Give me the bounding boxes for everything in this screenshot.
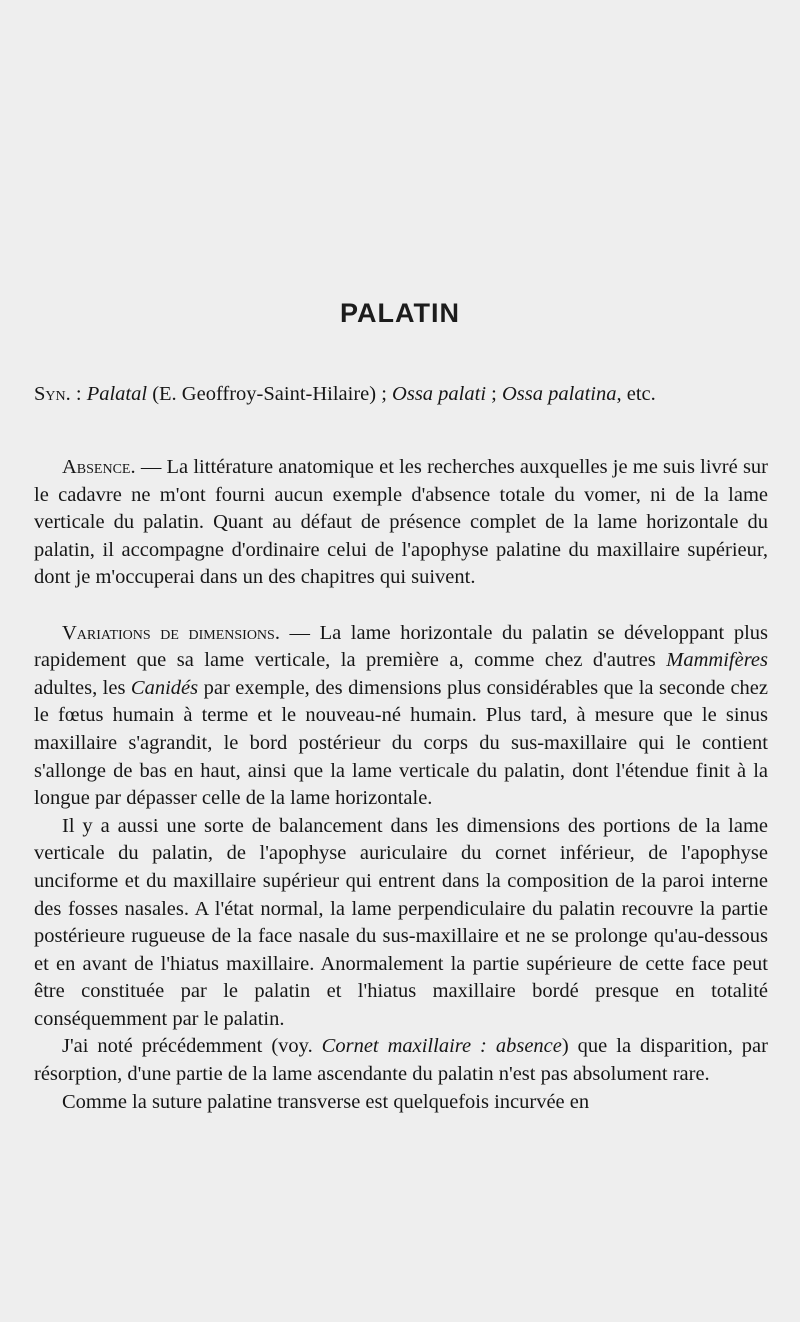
syn-separator: ; <box>486 383 502 405</box>
syn-author: (E. Geoffroy-Saint-Hilaire) ; <box>147 383 393 405</box>
variations-paragraph-4: Comme la suture palatine transverse est quelquefois incurvée en <box>62 1090 590 1113</box>
variations-paragraph-3 <box>34 1033 768 1088</box>
variations-p1-canides: Canidés <box>130 676 199 699</box>
variations-paragraph-1 <box>34 620 768 813</box>
variations-p1-b: adultes, les <box>34 676 131 699</box>
variations-p1-c: par exemple, des dimensions plus considérables que la seconde chez le fœtus humain à terme et le nouveau-né humain. Plus tard, à mesure que le sinus maxillaire s'agrandit, le bord postérieur du corps du sus-maxillaire qui le contient s'allonge de bas en haut, ainsi que la lame verticale du palatin, dont l'étendue finit à la longue par dépasser celle de la lame horizontale. <box>34 676 769 810</box>
section-gap <box>34 592 768 620</box>
syn-end: , etc. <box>616 383 656 405</box>
syn-colon: : <box>70 383 87 405</box>
variations-heading: Variations de dimensions. <box>62 621 280 644</box>
synonyms-line <box>34 380 774 408</box>
variations-paragraph-2: Il y a aussi une sorte de balancement dans les dimensions des portions de la lame verticale du palatin, de l'apophyse auriculaire du cornet inférieur, de l'apophyse unciforme et du maxillaire supérieur qui entrent dans la composition de la paroi interne des fosses nasales. A l'état normal, la lame perpendiculaire du palatin recouvre la partie postérieure rugueuse de la face nasale du sus-maxillaire et ne se prolonge qu'au-dessous et en avant de l'hiatus maxillaire. Anormalement la partie supérieure de cette face peut être constituée par le palatin et l'hiatus maxillaire bordé presque en totalité conséquemment par le palatin. <box>34 814 768 1030</box>
syn-term-ossa-palati: Ossa palati <box>392 383 487 405</box>
absence-paragraph <box>34 454 768 592</box>
variations-p1-mammiferes: Mammifères <box>666 649 768 672</box>
page-title: PALATIN <box>340 298 460 328</box>
variations-p3-b: ) que la disparition, par résorption, d'une partie de la lame ascendante du palatin n'est pas absolument rare. <box>34 1035 768 1086</box>
absence-heading: Absence. <box>62 456 136 478</box>
body-text <box>34 454 768 1116</box>
variations-p3-a: J'ai noté précédemment (voy. <box>62 1035 322 1058</box>
variations-p3-reference: Cornet maxillaire : absence <box>321 1035 562 1058</box>
syn-term-ossa-palatina: Ossa palatina <box>501 383 617 405</box>
variations-p1-a: — La lame horizontale du palatin se développant plus rapidement que sa lame verticale, la première a, comme chez d'autres <box>34 621 768 672</box>
absence-text: — La littérature anatomique et les recherches auxquelles je me suis livré sur le cadavre ne m'ont fourni aucun exemple d'absence totale du vomer, ni de la lame verticale du palatin. Quant au défaut de présence complet de la lame horizontale du palatin, il accompagne d'ordinaire celui de l'apophyse palatine du maxillaire supérieur, dont je m'occuperai dans un des chapitres qui suivent. <box>34 456 768 589</box>
syn-term-palatal: Palatal <box>86 383 148 405</box>
syn-label: Syn. <box>34 383 71 405</box>
